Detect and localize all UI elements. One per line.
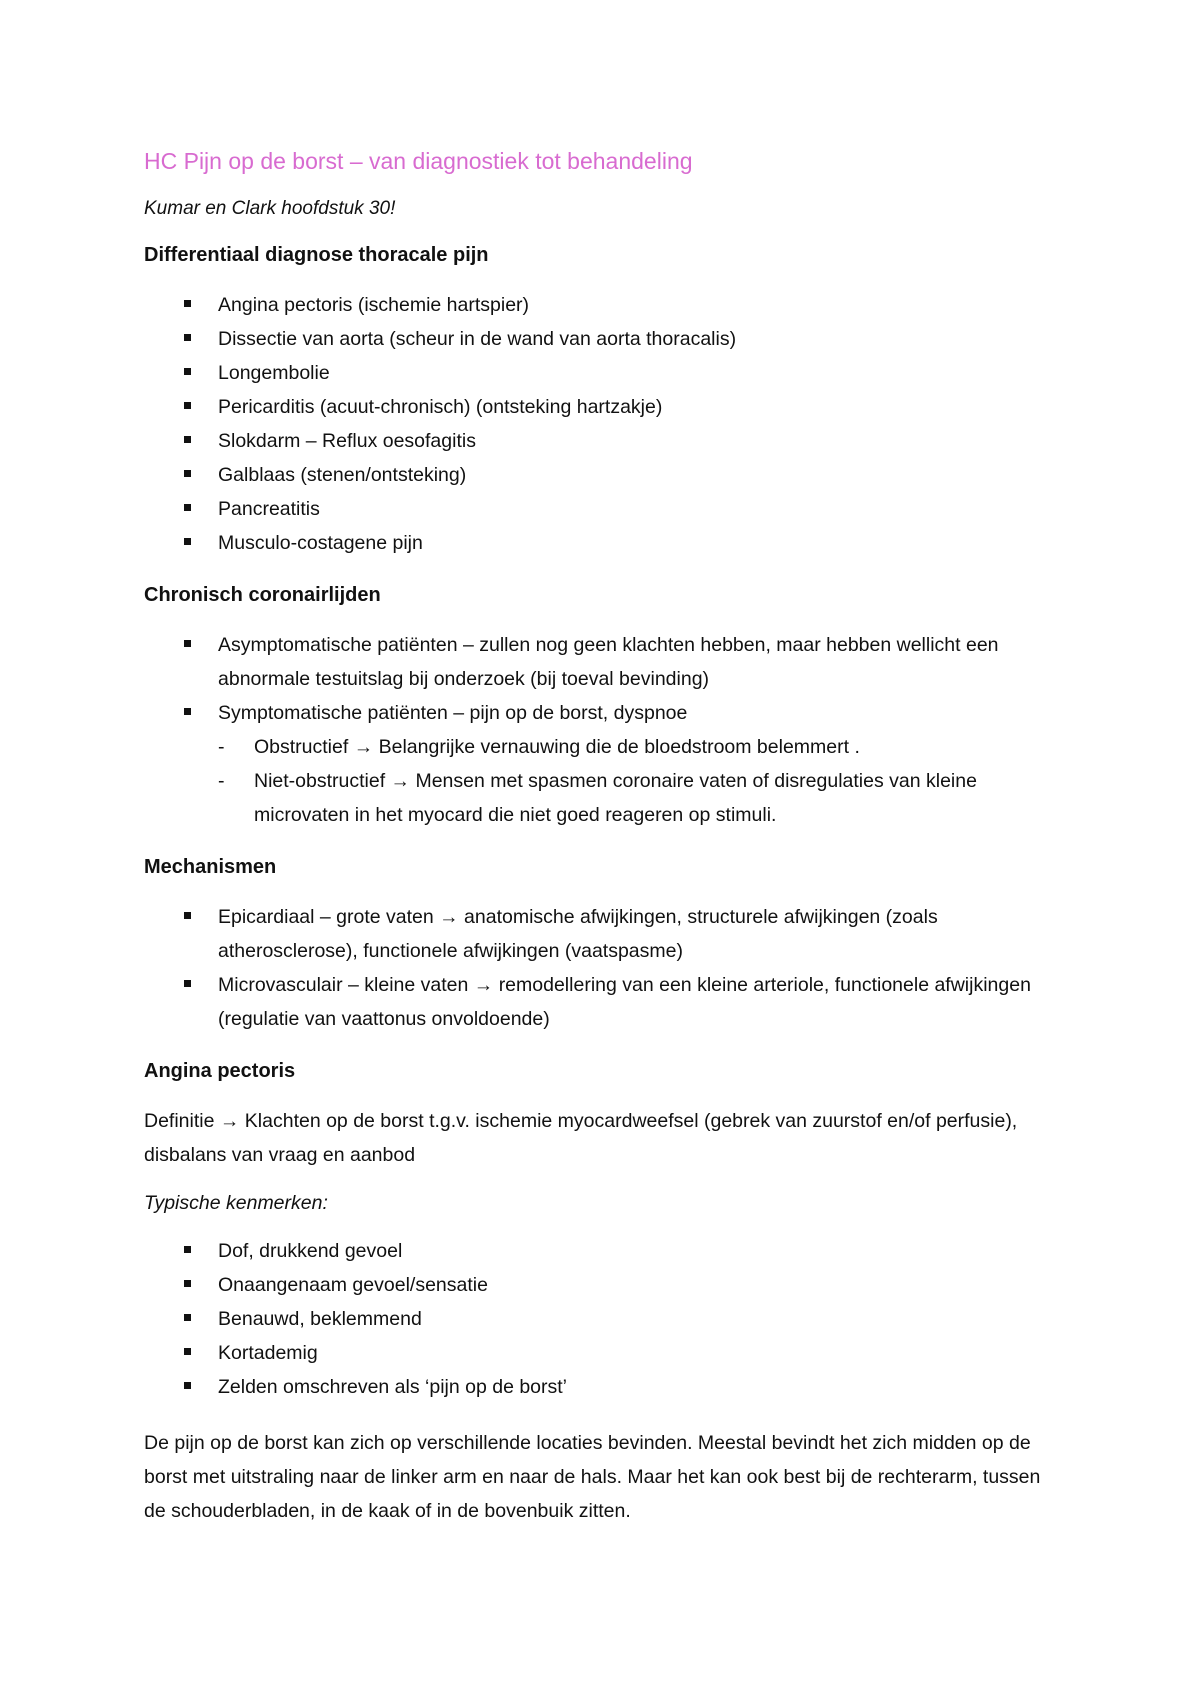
- list-item-text: Galblaas (stenen/ontsteking): [218, 464, 467, 486]
- bullet-square-icon: [184, 504, 191, 511]
- bullet-square-icon: [184, 1348, 191, 1355]
- list-item-text: Benauwd, beklemmend: [218, 1308, 422, 1330]
- chronic-sub-list: [218, 730, 1064, 832]
- list-item: [144, 900, 1064, 968]
- bullet-square-icon: [184, 538, 191, 545]
- list-item-text: Kortademig: [218, 1342, 318, 1364]
- list-item-text: Zelden omschreven als ‘pijn op de borst’: [218, 1376, 568, 1398]
- list-item-text: Microvasculair – kleine vaten → remodellering van een kleine arteriole, functionele afwijkingen (regulatie van vaattonus onvoldoende): [218, 974, 1031, 1030]
- list-item-text: Onaangenaam gevoel/sensatie: [218, 1274, 488, 1296]
- list-item: [144, 1336, 1064, 1370]
- document-subtitle: Kumar en Clark hoofdstuk 30!: [144, 198, 396, 219]
- list-item: [144, 322, 1064, 356]
- heading-differential: Differentiaal diagnose thoracale pijn: [144, 244, 489, 266]
- list-item: [144, 628, 1064, 696]
- sub-list-item-text: Niet-obstructief → Mensen met spasmen coronaire vaten of disregulaties van kleine microvaten in het myocard die niet goed reageren op stimuli.: [254, 770, 977, 826]
- bullet-square-icon: [184, 402, 191, 409]
- sub-list-item-text: Obstructief → Belangrijke vernauwing die de bloedstroom belemmert .: [254, 736, 860, 758]
- list-item-text: Asymptomatische patiënten – zullen nog geen klachten hebben, maar hebben wellicht een abnormale testuitslag bij onderzoek (bij toeval bevinding): [218, 634, 999, 690]
- list-item: [144, 1234, 1064, 1268]
- list-item: [144, 424, 1064, 458]
- list-item-text: Epicardiaal – grote vaten → anatomische afwijkingen, structurele afwijkingen (zoals atherosclerose), functionele afwijkingen (vaatspasme): [218, 906, 938, 962]
- chronic-list: [144, 628, 1064, 832]
- dash-marker: -: [218, 736, 225, 758]
- list-item-text: Musculo-costagene pijn: [218, 532, 423, 554]
- bullet-square-icon: [184, 980, 191, 987]
- closing-paragraph: De pijn op de borst kan zich op verschillende locaties bevinden. Meestal bevindt het zich midden op de borst met uitstraling naar de linker arm en naar de hals. Maar het kan ook best bij de rechterarm, tussen de schouderbladen, in de kaak of in de bovenbuik zitten.: [144, 1432, 1041, 1522]
- bullet-square-icon: [184, 334, 191, 341]
- dash-marker: -: [218, 770, 225, 792]
- sub-list-item: [218, 730, 1064, 764]
- list-item-text: Pericarditis (acuut-chronisch) (ontsteking hartzakje): [218, 396, 663, 418]
- list-item: [144, 1302, 1064, 1336]
- list-item-text: Slokdarm – Reflux oesofagitis: [218, 430, 476, 452]
- list-item-text: Dof, drukkend gevoel: [218, 1240, 403, 1262]
- document-page: [144, 146, 1064, 1542]
- list-item-text: Pancreatitis: [218, 498, 320, 520]
- bullet-square-icon: [184, 436, 191, 443]
- list-item-text: Dissectie van aorta (scheur in de wand van aorta thoracalis): [218, 328, 737, 350]
- list-item: [144, 458, 1064, 492]
- bullet-square-icon: [184, 1246, 191, 1253]
- typical-features-list: [144, 1234, 1064, 1404]
- typical-features-label: Typische kenmerken:: [144, 1192, 328, 1214]
- mechanisms-list: [144, 900, 1064, 1036]
- bullet-square-icon: [184, 1314, 191, 1321]
- bullet-square-icon: [184, 368, 191, 375]
- bullet-square-icon: [184, 1280, 191, 1287]
- list-item: [144, 968, 1064, 1036]
- list-item: [144, 1268, 1064, 1302]
- list-item: [144, 526, 1064, 560]
- heading-mechanisms: Mechanismen: [144, 856, 277, 878]
- document-title: HC Pijn op de borst – van diagnostiek tot behandeling: [144, 148, 693, 174]
- sub-list-item: [218, 764, 1064, 832]
- list-item-text: Longembolie: [218, 362, 330, 384]
- list-item: [144, 390, 1064, 424]
- bullet-square-icon: [184, 640, 191, 647]
- list-item: [144, 696, 1064, 832]
- list-item: [144, 356, 1064, 390]
- heading-angina: Angina pectoris: [144, 1060, 296, 1082]
- bullet-square-icon: [184, 708, 191, 715]
- angina-definition: Definitie → Klachten op de borst t.g.v. ischemie myocardweefsel (gebrek van zuurstof en/of perfusie), disbalans van vraag en aanbod: [144, 1110, 1018, 1166]
- bullet-square-icon: [184, 912, 191, 919]
- bullet-square-icon: [184, 300, 191, 307]
- list-item: [144, 1370, 1064, 1404]
- list-item-text: Angina pectoris (ischemie hartspier): [218, 294, 530, 316]
- list-item-text: Symptomatische patiënten – pijn op de borst, dyspnoe: [218, 702, 688, 724]
- differential-list: [144, 288, 1064, 560]
- list-item: [144, 288, 1064, 322]
- heading-chronic: Chronisch coronairlijden: [144, 584, 381, 606]
- bullet-square-icon: [184, 470, 191, 477]
- list-item: [144, 492, 1064, 526]
- bullet-square-icon: [184, 1382, 191, 1389]
